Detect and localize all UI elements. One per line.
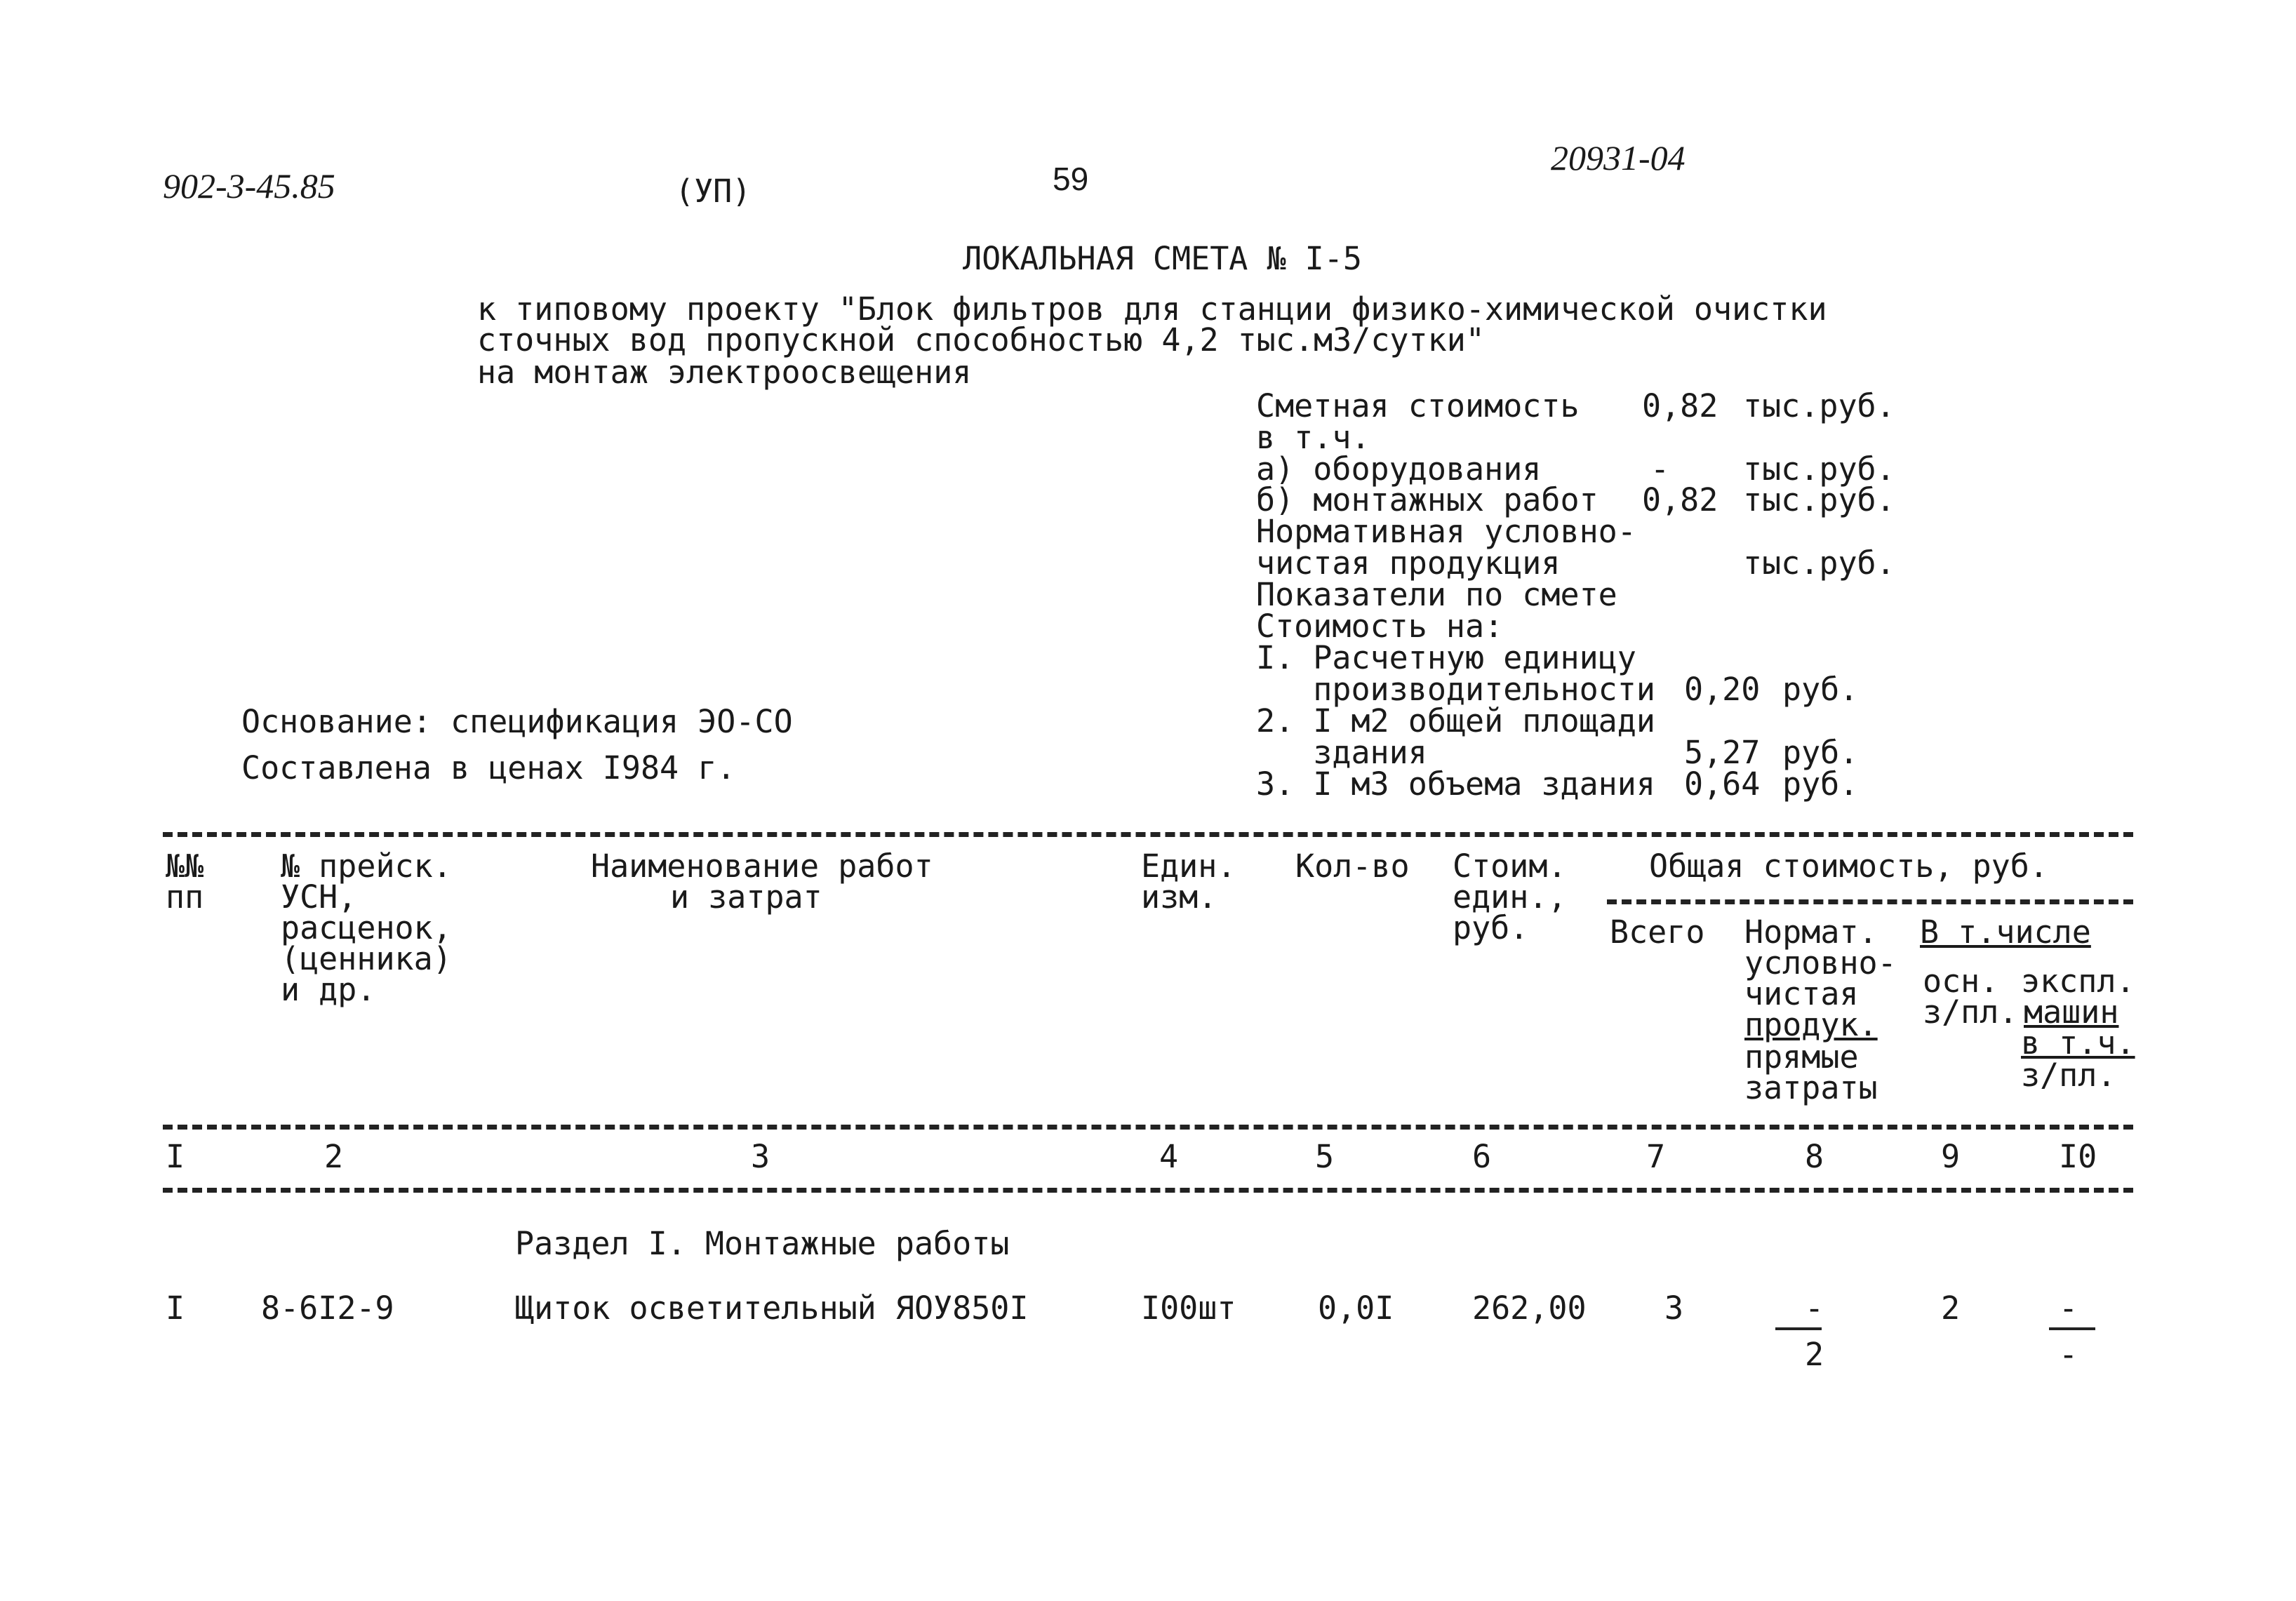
summary-label: 2. I м2 общей площади <box>1256 702 1655 739</box>
col2-header-line: расценок, <box>281 909 452 946</box>
summary-label: 3. I м3 объема здания <box>1256 765 1655 803</box>
basis-note: Основание: спецификация ЭО-СО <box>241 703 793 740</box>
col8-header-line: Нормат. <box>1744 913 1878 951</box>
subtitle-line-3: на монтаж электроосвещения <box>477 354 972 391</box>
row-norm-value: - <box>1805 1289 1824 1327</box>
summary-value: 0,82 <box>1642 387 1718 424</box>
col3-header-line: Наименование работ <box>591 848 933 885</box>
fraction-bar <box>1775 1327 1822 1330</box>
page-number: 59 <box>1053 161 1089 197</box>
document-code: 902-3-45.85 <box>163 166 335 206</box>
summary-unit: тыс.руб. <box>1743 387 1895 424</box>
col8-header-line: прямые <box>1744 1038 1859 1076</box>
col2-header-line: УСН, <box>281 878 357 916</box>
summary-value: 5,27 <box>1684 734 1761 771</box>
summary-value: 0,82 <box>1642 481 1718 518</box>
col6-header-line: Стоим. <box>1453 848 1567 885</box>
row-price-code: 8-6I2-9 <box>261 1289 394 1327</box>
summary-label: Показатели по смете <box>1256 576 1617 613</box>
numbers-bottom-rule <box>163 1188 2133 1193</box>
in-total-subheader: В т.числе <box>1920 913 2091 951</box>
row-unit-price: 262,00 <box>1472 1289 1587 1327</box>
column-number: 4 <box>1159 1138 1179 1175</box>
col1-header-line: пп <box>166 878 204 916</box>
row-name: Щиток осветительный ЯОУ850I <box>515 1289 1029 1327</box>
prices-note: Составлена в ценах I984 г. <box>241 749 736 786</box>
table-top-rule <box>163 832 2133 837</box>
summary-label: Сметная стоимость <box>1256 387 1580 424</box>
col4-header-line: Един. <box>1141 848 1236 885</box>
col2-header-line: (ценника) <box>281 940 452 977</box>
col6-header-line: руб. <box>1453 909 1529 946</box>
col6-header-line: един., <box>1453 878 1567 916</box>
column-number: 9 <box>1941 1138 1961 1175</box>
section-title: Раздел I. Монтажные работы <box>515 1225 1010 1262</box>
summary-label: производительности <box>1256 671 1655 708</box>
column-number: 3 <box>751 1138 770 1175</box>
col10-header-line: з/пл. <box>2021 1057 2116 1094</box>
col10-header-line: машин <box>2024 993 2119 1031</box>
summary-unit: тыс.руб. <box>1743 481 1895 518</box>
summary-unit: тыс.руб. <box>1743 450 1895 488</box>
summary-value: - <box>1650 450 1670 488</box>
col10-header-line: в т.ч. <box>2021 1024 2135 1061</box>
col4-header-line: изм. <box>1141 878 1217 916</box>
column-number: 5 <box>1315 1138 1335 1175</box>
row-direct-costs: 2 <box>1805 1336 1824 1373</box>
summary-label: в т.ч. <box>1256 419 1370 456</box>
subtitle-line-1: к типовому проекту "Блок фильтров для станции физико-химической очистки <box>477 290 1827 328</box>
row-number: I <box>166 1289 185 1327</box>
col9-header-line: з/пл. <box>1923 993 2018 1031</box>
archive-number: 20931-04 <box>1551 138 1686 177</box>
summary-value: 0,20 <box>1684 671 1761 708</box>
col1-header-line: №№ <box>166 848 204 885</box>
col9-header-line: осн. <box>1923 963 1999 1000</box>
summary-unit: тыс.руб. <box>1743 544 1895 582</box>
summary-label: Нормативная условно- <box>1256 513 1636 550</box>
summary-label: Стоимость на: <box>1256 608 1504 645</box>
summary-label: б) монтажных работ <box>1256 481 1598 518</box>
row-machine-wage: - <box>2059 1336 2078 1373</box>
row-unit: I00шт <box>1141 1289 1236 1327</box>
col10-header-line: экспл. <box>2021 963 2135 1000</box>
group-header-rule <box>1607 899 2133 904</box>
column-number: 6 <box>1472 1138 1492 1175</box>
summary-label: здания <box>1256 734 1427 771</box>
col2-header-line: № прейск. <box>281 848 452 885</box>
summary-label: а) оборудования <box>1256 450 1542 488</box>
summary-label: I. Расчетную единицу <box>1256 639 1636 676</box>
col5-header-line: Кол-во <box>1295 848 1410 885</box>
summary-label: чистая продукция <box>1256 544 1561 582</box>
summary-value: 0,64 <box>1684 765 1761 803</box>
page-title: ЛОКАЛЬНАЯ СМЕТА № I-5 <box>963 240 1362 277</box>
col8-header-line: чистая <box>1744 975 1859 1012</box>
col2-header-line: и др. <box>281 971 376 1008</box>
row-machine-cost: - <box>2059 1289 2078 1327</box>
column-number: I <box>166 1138 185 1175</box>
total-cost-group-header: Общая стоимость, руб. <box>1649 848 2048 885</box>
col8-header-line: продук. <box>1744 1006 1878 1043</box>
col3-header-line: и затрат <box>670 878 822 916</box>
col8-header-line: затраты <box>1744 1069 1878 1106</box>
summary-unit: руб. <box>1782 671 1859 708</box>
summary-unit: руб. <box>1782 765 1859 803</box>
document-mark: (УП) <box>675 173 752 210</box>
col8-header-line: условно- <box>1744 944 1897 982</box>
row-total: 3 <box>1664 1289 1684 1327</box>
subtitle-line-2: сточных вод пропускной способностью 4,2 тыс.м3/сутки" <box>477 321 1485 359</box>
column-number: I0 <box>2059 1138 2097 1175</box>
row-wage: 2 <box>1941 1289 1961 1327</box>
col7-header: Всего <box>1610 913 1705 951</box>
column-number: 8 <box>1805 1138 1824 1175</box>
column-number: 2 <box>324 1138 344 1175</box>
summary-unit: руб. <box>1782 734 1859 771</box>
fraction-bar <box>2049 1327 2095 1330</box>
header-bottom-rule <box>163 1125 2133 1130</box>
column-number: 7 <box>1646 1138 1666 1175</box>
row-quantity: 0,0I <box>1318 1289 1394 1327</box>
